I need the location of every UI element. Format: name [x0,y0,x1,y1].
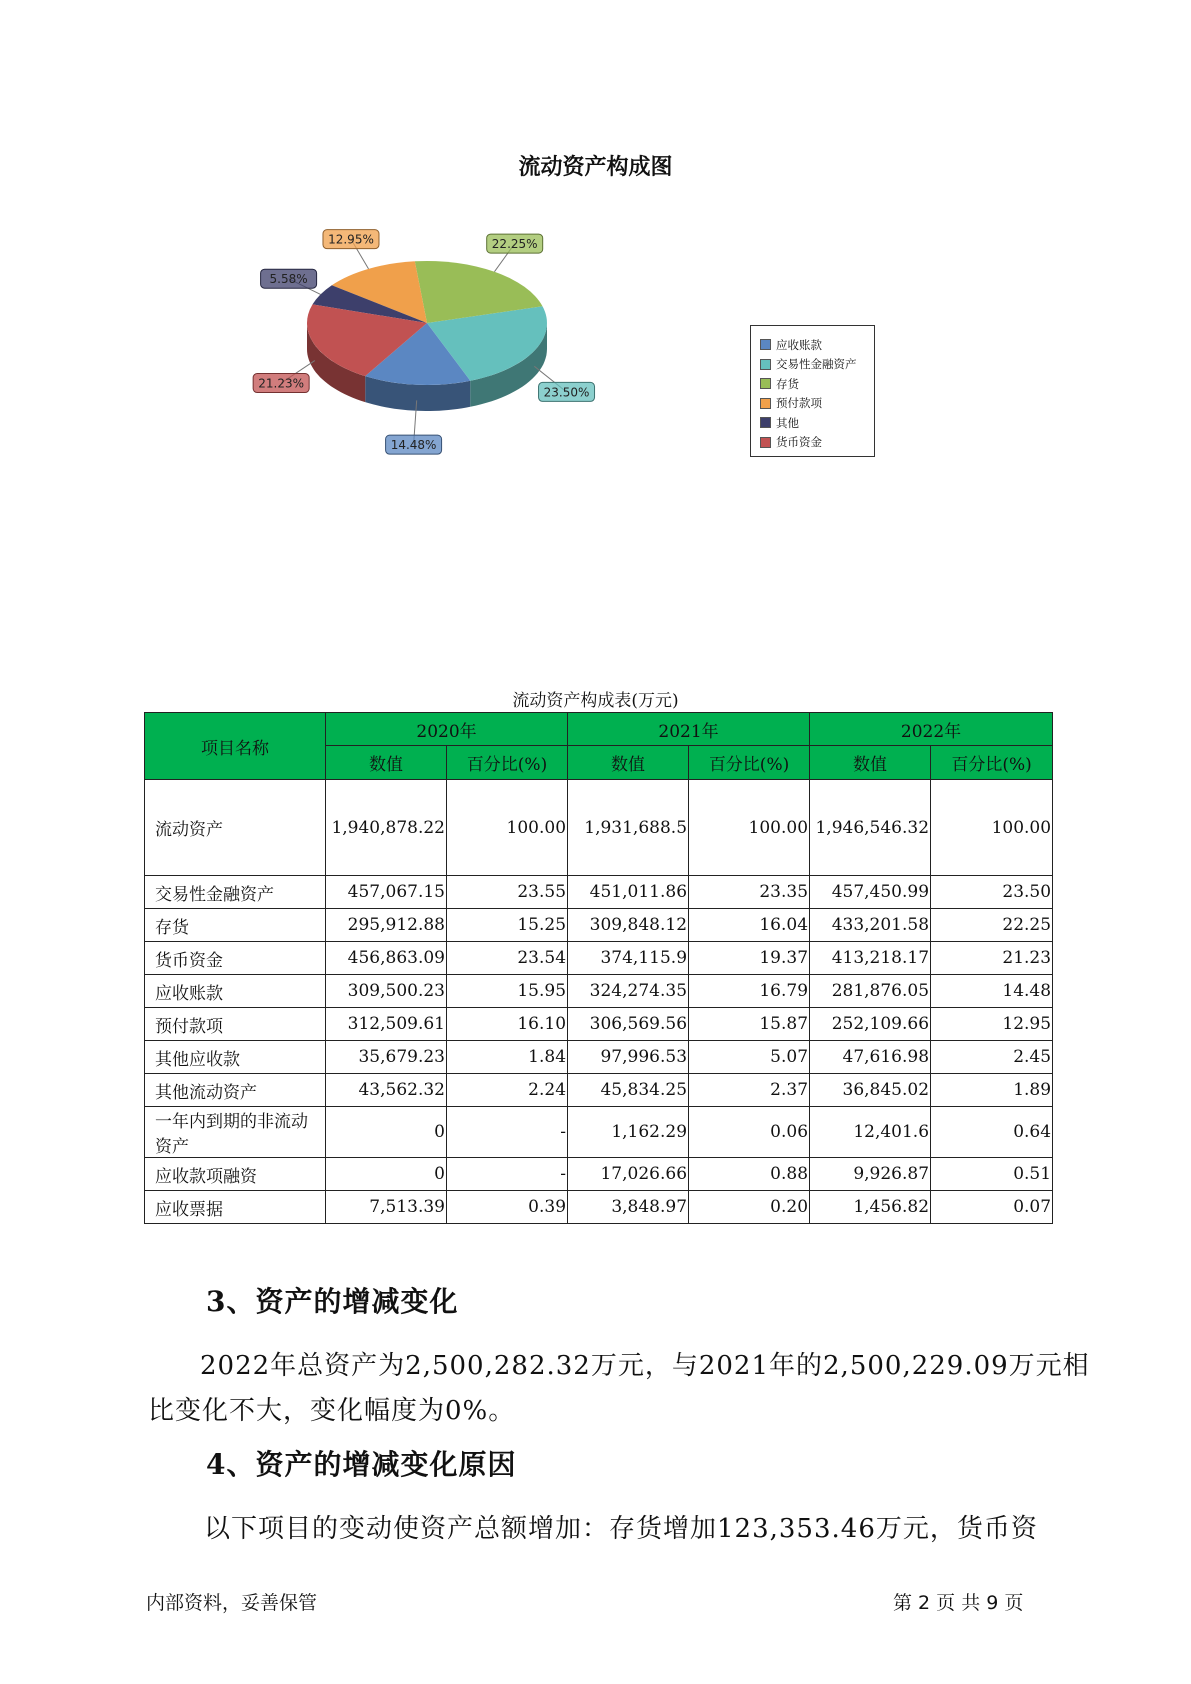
value-cell: 1,946,546.32 [810,780,931,876]
value-cell: 295,912.88 [326,909,447,942]
percent-cell: 23.50 [931,876,1053,909]
value-cell: 312,509.61 [326,1008,447,1041]
header-value: 数值 [326,746,447,780]
value-cell: 324,274.35 [568,975,689,1008]
percent-cell: 0.88 [689,1158,810,1191]
current-assets-table [144,712,1053,1224]
table-row [145,1158,1053,1191]
legend-swatch [760,339,771,350]
value-cell: 45,834.25 [568,1074,689,1107]
value-cell: 7,513.39 [326,1191,447,1224]
pie-data-label: 12.95% [328,232,374,247]
chart-legend [750,325,875,457]
value-cell: 97,996.53 [568,1041,689,1074]
header-value: 数值 [568,746,689,780]
legend-swatch [760,398,771,409]
percent-cell: 14.48 [931,975,1053,1008]
percent-cell: 15.95 [447,975,568,1008]
percent-cell: 12.95 [931,1008,1053,1041]
row-label: 流动资产 [145,780,326,876]
header-value: 数值 [810,746,931,780]
value-cell: 374,115.9 [568,942,689,975]
value-cell: 12,401.6 [810,1107,931,1158]
legend-swatch [760,359,771,370]
section-3-paragraph-line-1: 2022年总资产为2,500,282.32万元，与2021年的2,500,229.09万元相 [200,1351,1090,1381]
percent-cell: 22.25 [931,909,1053,942]
section-4-heading: 4、资产的增减变化原因 [206,1448,517,1481]
percent-cell: 19.37 [689,942,810,975]
percent-cell: 0.39 [447,1191,568,1224]
legend-swatch [760,378,771,389]
percent-cell: 21.23 [931,942,1053,975]
section-3-paragraph-line-2: 比变化不大，变化幅度为0%。 [148,1396,516,1426]
table-row [145,942,1053,975]
legend-item [760,413,874,433]
percent-cell: 100.00 [931,780,1053,876]
value-cell: 1,931,688.5 [568,780,689,876]
value-cell: 456,863.09 [326,942,447,975]
percent-cell: 0.20 [689,1191,810,1224]
percent-cell: 16.10 [447,1008,568,1041]
value-cell: 3,848.97 [568,1191,689,1224]
percent-cell: 2.37 [689,1074,810,1107]
value-cell: 9,926.87 [810,1158,931,1191]
percent-cell: 2.45 [931,1041,1053,1074]
legend-swatch [760,417,771,428]
header-year-2022: 2022年 [810,713,1053,746]
section-4-paragraph-line-1: 以下项目的变动使资产总额增加：存货增加123,353.46万元，货币资 [204,1514,1038,1544]
chart-title: 流动资产构成图 [518,155,673,180]
value-cell: 0 [326,1158,447,1191]
percent-cell: 15.87 [689,1008,810,1041]
percent-cell: 16.04 [689,909,810,942]
value-cell: 35,679.23 [326,1041,447,1074]
table-row [145,780,1053,876]
legend-item [760,355,874,375]
value-cell: 47,616.98 [810,1041,931,1074]
legend-label: 应收账款 [776,337,822,352]
legend-item [760,335,874,355]
row-label: 其他应收款 [145,1041,326,1074]
legend-label: 交易性金融资产 [776,357,857,372]
percent-cell: 5.07 [689,1041,810,1074]
value-cell: 1,456.82 [810,1191,931,1224]
value-cell: 457,450.99 [810,876,931,909]
header-year-2020: 2020年 [326,713,568,746]
row-label: 交易性金融资产 [145,876,326,909]
row-label: 一年内到期的非流动资产 [145,1107,326,1158]
pie-data-label: 23.50% [543,385,590,400]
value-cell: 309,848.12 [568,909,689,942]
percent-cell: 1.84 [447,1041,568,1074]
percent-cell: 1.89 [931,1074,1053,1107]
percent-cell: 0.51 [931,1158,1053,1191]
table-row [145,1008,1053,1041]
value-cell: 413,218.17 [810,942,931,975]
table-row [145,1041,1053,1074]
legend-item [760,394,874,414]
table-row [145,1191,1053,1224]
header-percent: 百分比(%) [447,746,568,780]
value-cell: 281,876.05 [810,975,931,1008]
pie-data-label: 5.58% [269,272,308,287]
value-cell: 17,026.66 [568,1158,689,1191]
percent-cell: 0.07 [931,1191,1053,1224]
percent-cell: 0.06 [689,1107,810,1158]
value-cell: 36,845.02 [810,1074,931,1107]
row-label: 货币资金 [145,942,326,975]
legend-label: 其他 [776,415,799,430]
header-percent: 百分比(%) [931,746,1053,780]
row-label: 应收票据 [145,1191,326,1224]
value-cell: 43,562.32 [326,1074,447,1107]
value-cell: 0 [326,1107,447,1158]
footer-confidential: 内部资料，妥善保管 [146,1592,318,1614]
percent-cell: 100.00 [689,780,810,876]
table-row [145,975,1053,1008]
row-label: 应收款项融资 [145,1158,326,1191]
table-row [145,876,1053,909]
value-cell: 1,162.29 [568,1107,689,1158]
value-cell: 252,109.66 [810,1008,931,1041]
pie-data-label: 14.48% [390,438,437,453]
legend-label: 存货 [776,376,799,391]
value-cell: 309,500.23 [326,975,447,1008]
section-3-heading: 3、资产的增减变化 [206,1285,459,1318]
table-caption: 流动资产构成表(万元) [512,691,679,711]
percent-cell: 23.54 [447,942,568,975]
footer-page-number: 第 2 页 共 9 页 [893,1592,1024,1614]
legend-item [760,374,874,394]
value-cell: 457,067.15 [326,876,447,909]
pie-chart [0,0,1191,520]
percent-cell: 0.64 [931,1107,1053,1158]
row-label: 应收账款 [145,975,326,1008]
legend-label: 预付款项 [776,396,822,411]
pie-data-label: 21.23% [258,376,305,391]
percent-cell: 23.35 [689,876,810,909]
header-percent: 百分比(%) [689,746,810,780]
table-row [145,909,1053,942]
value-cell: 1,940,878.22 [326,780,447,876]
percent-cell: - [447,1158,568,1191]
percent-cell: 100.00 [447,780,568,876]
value-cell: 306,569.56 [568,1008,689,1041]
table-row [145,1074,1053,1107]
legend-item [760,433,874,453]
header-year-2021: 2021年 [568,713,810,746]
row-label: 存货 [145,909,326,942]
legend-swatch [760,437,771,448]
percent-cell: - [447,1107,568,1158]
percent-cell: 15.25 [447,909,568,942]
value-cell: 451,011.86 [568,876,689,909]
row-label: 其他流动资产 [145,1074,326,1107]
legend-label: 货币资金 [776,435,822,450]
pie-data-label: 22.25% [491,237,538,252]
header-item-name: 项目名称 [145,713,326,780]
value-cell: 433,201.58 [810,909,931,942]
table-row [145,1107,1053,1158]
percent-cell: 23.55 [447,876,568,909]
row-label: 预付款项 [145,1008,326,1041]
percent-cell: 16.79 [689,975,810,1008]
percent-cell: 2.24 [447,1074,568,1107]
